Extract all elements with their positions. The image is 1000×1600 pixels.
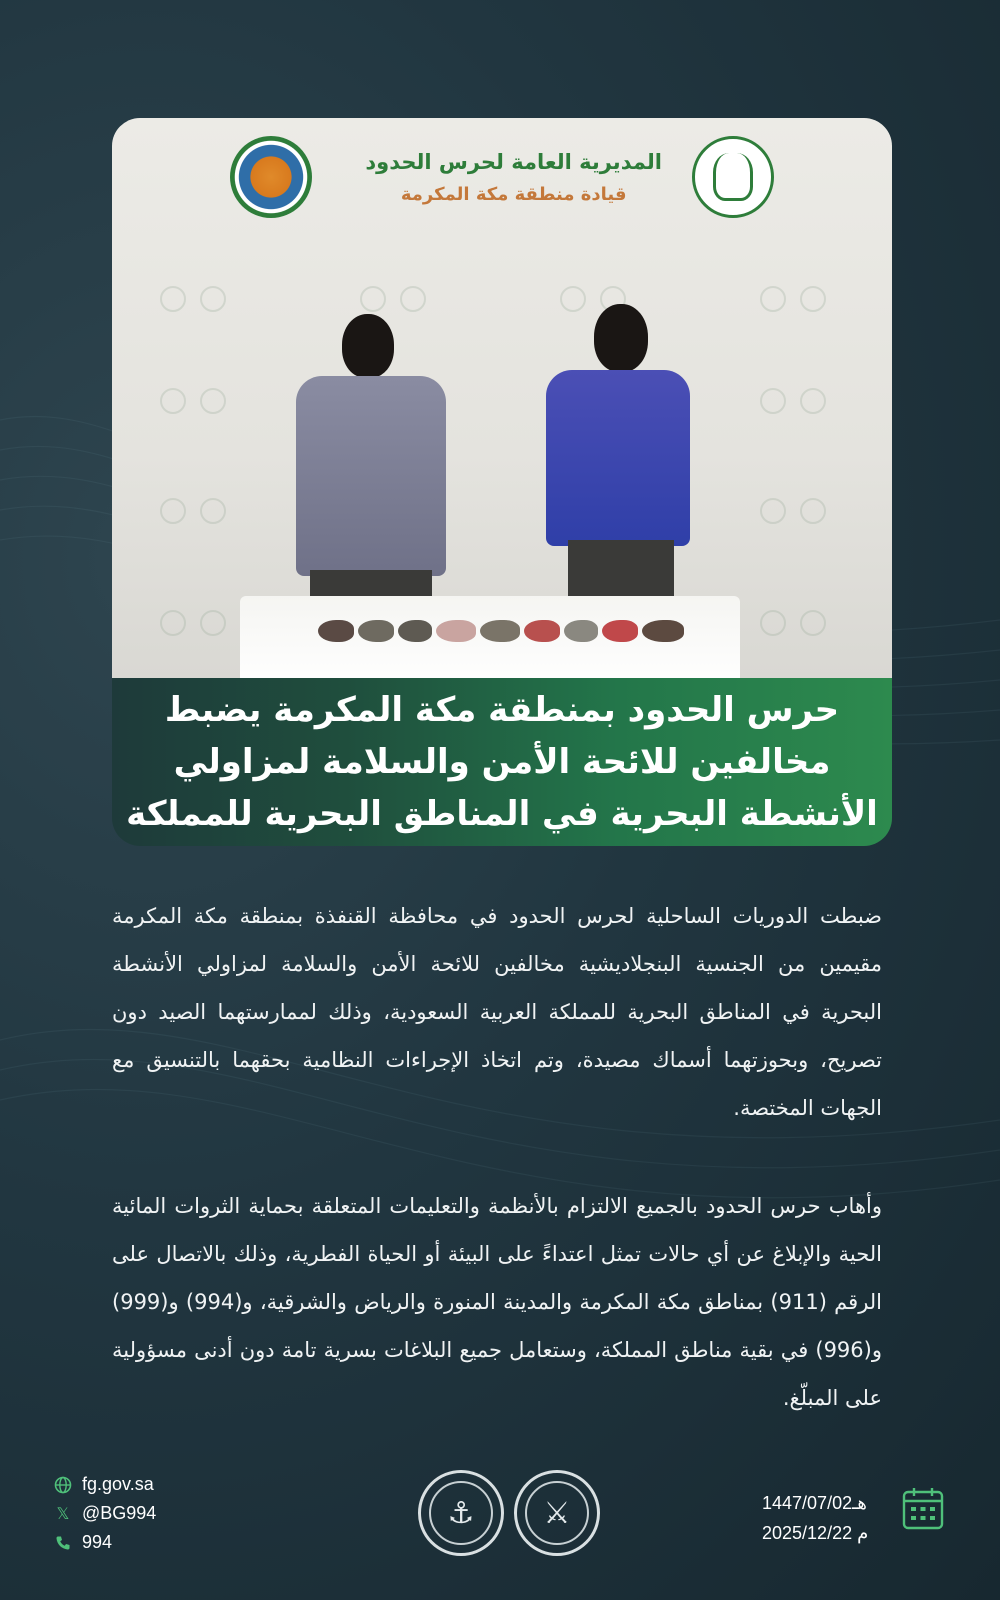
border-guard-emblem-icon <box>230 136 312 218</box>
org-title: المديرية العامة لحرس الحدود <box>365 150 662 174</box>
hijri-date: 1447/07/02هـ <box>762 1493 867 1513</box>
website-link[interactable] <box>54 1470 156 1499</box>
body-paragraph-2: وأهاب حرس الحدود بالجميع الالتزام بالأنظمة والتعليمات المتعلقة بحماية الثروات المائية الحية والإبلاغ عن أي حالات تمثل اعتداءً على البيئة أو الحياة الفطرية، وذلك بالاتصال على الرقم (911) بمناطق مكة المكرمة والمدينة المنورة والرياض والشرقية، و(994) و(999) و(996) في بقية مناطق المملكة، وستعامل جميع البلاغات بسرية تامة دون أدنى مسؤولية على المبلّغ. <box>112 1194 883 1410</box>
phone-icon <box>54 1534 72 1552</box>
headline: حرس الحدود بمنطقة مكة المكرمة يضبط مخالفين للائحة الأمن والسلامة لمزاولي الأنشطة البحرية في المناطق البحرية للمملكة <box>126 690 878 834</box>
contact-info <box>54 1470 156 1557</box>
photo-header <box>365 150 662 205</box>
headline-banner <box>112 678 892 846</box>
phone-link[interactable] <box>54 1528 156 1557</box>
calendar-icon <box>902 1486 944 1530</box>
globe-icon <box>54 1476 72 1494</box>
body-paragraph-1: ضبطت الدوريات الساحلية لحرس الحدود في محافظة القنفذة بمنطقة مكة المكرمة مقيمين من الجنسية البنجلاديشية مخالفين للائحة الأمن والسلامة لمزاولي الأنشطة البحرية في المناطق البحرية للمملكة العربية السعودية، وذلك لممارستهما الصيد دون تصريح، وبحوزتهما أسماك مصيدة، وتم اتخاذ الإجراءات النظامية بحقهما بالتنسيق مع الجهات المختصة. <box>112 904 882 1120</box>
gregorian-date: 2025/12/22 م <box>762 1523 869 1543</box>
saudi-emblem-icon <box>692 136 774 218</box>
x-handle-text: @BG994 <box>82 1503 157 1523</box>
x-account-link[interactable] <box>54 1499 156 1528</box>
phone-text: 994 <box>82 1532 113 1552</box>
x-icon: 𝕏 <box>56 1505 70 1523</box>
news-photo <box>112 118 892 678</box>
website-text: fg.gov.sa <box>82 1474 154 1494</box>
saudi-seal-icon: ⚔ <box>514 1470 600 1556</box>
border-guard-seal-icon: ⚓ <box>418 1470 504 1556</box>
publish-dates <box>762 1488 868 1548</box>
org-subtitle: قيادة منطقة مكة المكرمة <box>400 184 627 205</box>
